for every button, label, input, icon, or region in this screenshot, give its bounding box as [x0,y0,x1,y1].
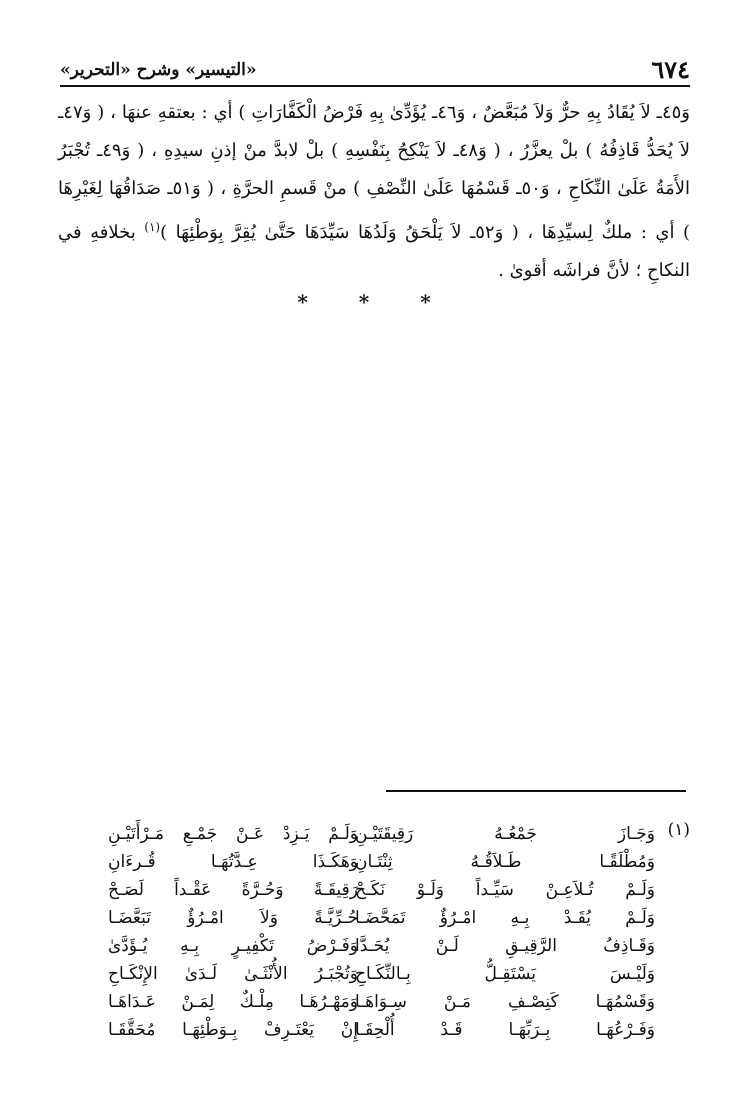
paragraph-end: بخلافهِ في النكاحِ ؛ لأنَّ فراشَه أقوىٰ . [58,222,690,281]
poem-verse: إِنْ يَعْتَـرِفْ بِـوَطْئِهَـا مُحَقَّقَـا [108,1020,358,1040]
poem-verse: وَلَـمْ تُـلاَعِـنْ سَيِّـداً وَلَـوْ نَكَـحْ [355,880,655,900]
page-number: ٦٧٤ [651,55,690,84]
poem-verse: رَقِيقَـةً وَحُـرَّةً عَقْـداً لَصَـحْ [108,880,358,900]
footnote-reference: (١) [144,220,161,234]
page-header [60,55,690,87]
main-text [58,94,690,290]
poem-verse: وَفَـرْضُ تَكْفِيـرٍ بِـهِ يُـؤَدَّىٰ [108,936,358,956]
poem-verse: وَلَـمْ يَـزِدْ عَـنْ جَمْـعِ مَـرْأَتَيْـنِ [108,824,358,844]
poem-verse: وَهَكَـذَا عِـدَّتُهَـا قُـرءَانِ [108,852,358,872]
poem-left-column [108,820,358,1044]
poem-verse: وَلَـمْ يُقَـدْ بِـهِ امْـرُؤٌ تَمَحَّضَـا [355,908,655,928]
main-paragraph [58,94,690,290]
footnote-divider [386,790,686,792]
poem-verse: وَمُطْلَقًـا طَـلاَقُـهُ ثِنْتَـانِ [355,852,655,872]
section-separator: * * * [297,290,453,314]
poem-right-column [355,820,655,1044]
poem-verse: وَفَـرْعُهَـا بِـرَبِّهَـا قَـدْ أُلْحِقَـا [355,1020,655,1040]
poem-verse: وَمَهْـرُهَـا مِلْـكٌ لِمَـنْ عَـدَاهَـا [108,992,358,1012]
footnote-number: (١) [667,820,690,840]
running-title: «التيسير» وشرح «التحرير» [60,60,257,80]
poem-verse: وَلَيْـسَ يَسْتَقِـلُّ بِـالنِّكَـاحِ [355,964,655,984]
poem-verse: وَتُجْبَـرُ الأُنْثَـىٰ لَـدَىٰ الإِنْكَـاحِ [108,964,358,984]
poem-verse: وَجَـازَ جَمْعُـهُ رَقِيقَتَيْـنِ [355,824,655,844]
paragraph-text: وَ٤٥ـ لاَ يُقَادُ بِهِ حرٌّ وَلاَ مُبَعَّضٌ ، وَ٤٦ـ يُؤَدِّىٰ بِهِ فَرْضُ الْكَفَّارَاتِ ) أي : بعتقهِ عنهَا ، ( وَ٤٧ـ لاَ يُحَدُّ قَاذِفُهُ ) بلْ يعزَّرُ ، ( وَ٤٨ـ لاَ يَنْكِحُ بِنَفْسِهِ ) بلْ لابدَّ منْ إذنِ سيدِهِ ، ( وَ٤٩ـ تُجْبَرُ الأَمَةُ عَلَىٰ النِّكَاحِ ، وَ٥٠ـ قَسْمُهَا عَلَىٰ النِّصْفِ ) منْ قَسمِ الحرَّةِ ، ( وَ٥١ـ صَدَاقُهَا لِغَيْرِهَا ) أي : ملكٌ لِسيِّدِهَا ، ( وَ٥٢ـ لاَ يَلْحَقُ وَلَدُهَا سَيِّدَهَا حَتَّىٰ يُقِرَّ بِوَطْئِهَا ) [58,102,691,243]
poem-verse: وَقَسْمُهَـا كَنِصْـفِ مَـنْ سِـوَاهَـا [355,992,655,1012]
poem-verse: حُـرِّيَّـةً وَلاَ امْـرُؤٌ تَبَعَّضَـا [108,908,358,928]
poem-verse: وَقَـاذِفُ الرَّقِيـقِ لَـنْ يُحَـدَّا [355,936,655,956]
